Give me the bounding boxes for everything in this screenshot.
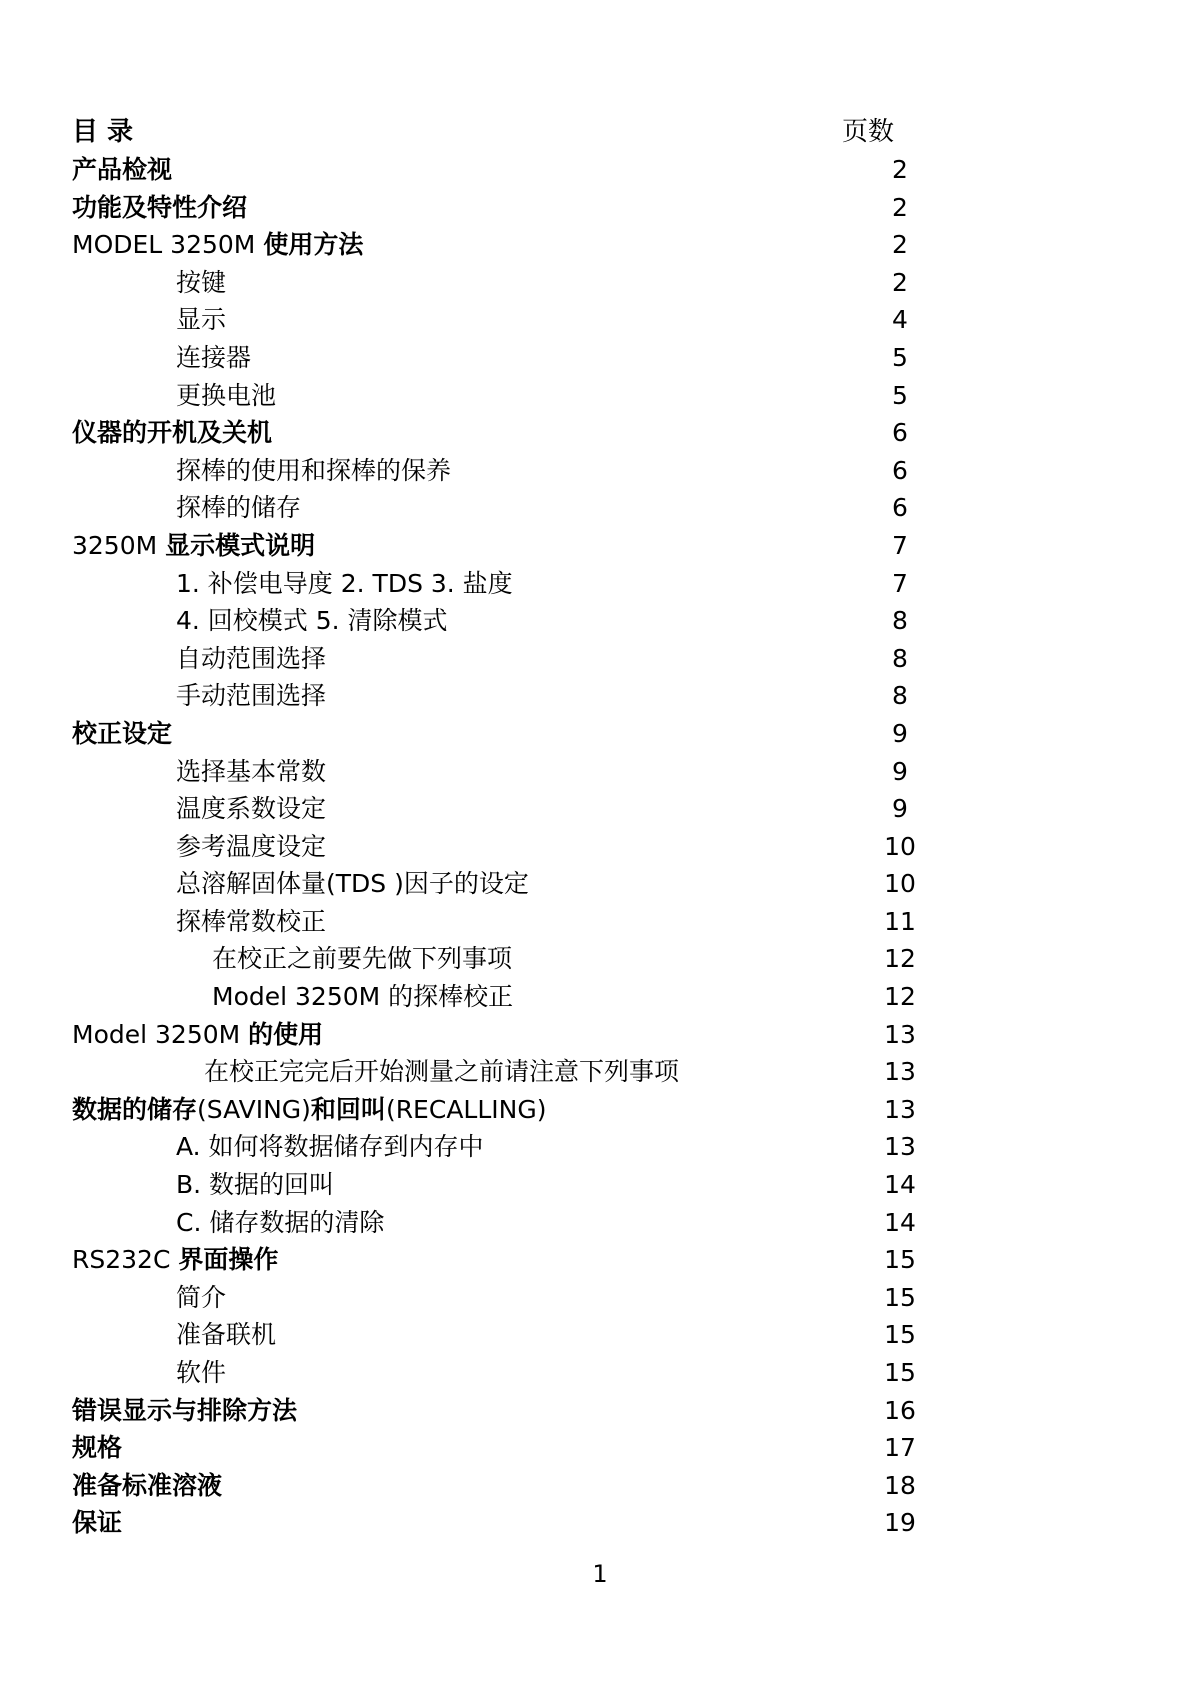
- toc-entry-text: 规格: [72, 1433, 123, 1463]
- toc-entry-text: B. 数据的回叫: [176, 1170, 335, 1200]
- toc-page-number: 15: [884, 1320, 916, 1350]
- toc-entry-usage: [72, 226, 952, 264]
- toc-entry-modes-4-5: [72, 602, 952, 640]
- toc-page-number: 2: [892, 267, 908, 297]
- toc-page-number: 15: [884, 1358, 916, 1387]
- toc-entry-text: 在校正之前要先做下列事项: [212, 944, 513, 974]
- page-number: 1: [592, 1560, 608, 1588]
- toc-entry-text: 简介: [176, 1282, 227, 1312]
- toc-entry-before-calibration: [72, 940, 952, 978]
- toc-entry-data-recall: [72, 1166, 952, 1204]
- toc-page-number: 6: [892, 455, 908, 485]
- toc-entry-text: 手动范围选择: [176, 681, 327, 711]
- toc-header: [72, 113, 932, 151]
- toc-entry-modes-1-3: [72, 565, 952, 603]
- toc-entry-text: 准备联机: [176, 1320, 277, 1350]
- toc-page-number: 15: [884, 1245, 916, 1275]
- toc-entry-text: 总溶解固体量(TDS )因子的设定: [176, 869, 529, 899]
- toc-entry-text: 探棒常数校正: [176, 906, 327, 936]
- toc-page-number: 9: [892, 794, 908, 824]
- toc-entry-text: 自动范围选择: [176, 643, 327, 673]
- toc-entry-auto-range: [72, 640, 952, 678]
- toc-entry-errors: [72, 1392, 952, 1430]
- toc-page-number: 8: [892, 681, 908, 711]
- toc-entry-text-bold: 数据的储存: [72, 1094, 198, 1124]
- toc-entry-text: 准备标准溶液: [72, 1470, 223, 1500]
- toc-entry-text: 温度系数设定: [176, 794, 327, 824]
- table-of-contents: [72, 151, 952, 1542]
- toc-entry-text: A. 如何将数据储存到内存中: [176, 1132, 484, 1162]
- toc-entry-keys: [72, 264, 952, 302]
- toc-page-number: 9: [892, 756, 908, 786]
- toc-entry-text: 连接器: [176, 342, 252, 372]
- toc-entry-text: 保证: [72, 1508, 123, 1538]
- toc-entry-text: 4. 回校模式 5. 清除模式: [176, 606, 448, 636]
- toc-entry-text: [72, 527, 315, 565]
- toc-page-number: 13: [884, 1019, 916, 1049]
- toc-entry-text: 按键: [176, 267, 227, 297]
- toc-page-number: 11: [884, 906, 916, 936]
- toc-page-number: 9: [892, 718, 908, 748]
- toc-entry-introduction: [72, 1279, 952, 1317]
- toc-page-number: 6: [892, 418, 908, 448]
- toc-entry-reference-temp: [72, 828, 952, 866]
- toc-entry-before-measurement: [72, 1053, 952, 1091]
- toc-entry-text: 1. 补偿电导度 2. TDS 3. 盐度: [176, 568, 513, 598]
- toc-title: 目 录: [72, 117, 134, 147]
- toc-entry-save-to-memory: [72, 1128, 952, 1166]
- toc-entry-text: 探棒的储存: [176, 493, 302, 523]
- toc-page-number: 13: [884, 1094, 916, 1124]
- toc-entry-features: [72, 189, 952, 227]
- toc-entry-text: 软件: [176, 1358, 227, 1387]
- toc-entry-text-plain: RS232C: [72, 1245, 179, 1275]
- toc-page-number: 7: [892, 568, 908, 598]
- toc-page-number: 14: [884, 1170, 916, 1200]
- toc-entry-product-inspection: [72, 151, 952, 189]
- toc-entry-probe-constant: [72, 903, 952, 941]
- toc-page-number: 8: [892, 643, 908, 673]
- toc-page-number: 10: [884, 869, 916, 899]
- toc-entry-connectors: [72, 339, 952, 377]
- toc-page-number: 17: [884, 1433, 916, 1463]
- toc-entry-text: [72, 1241, 278, 1279]
- toc-entry-manual-range: [72, 677, 952, 715]
- toc-entry-text: [72, 226, 363, 264]
- toc-page-number: 2: [892, 230, 908, 260]
- toc-entry-battery: [72, 377, 952, 415]
- toc-entry-text-plain: (SAVING): [197, 1094, 311, 1124]
- toc-page-number: 2: [892, 155, 908, 184]
- toc-entry-display-modes: [72, 527, 952, 565]
- toc-page-number: 15: [884, 1282, 916, 1312]
- toc-entry-prepare-connection: [72, 1316, 952, 1354]
- toc-entry-warranty: [72, 1504, 952, 1542]
- toc-entry-text: C. 储存数据的清除: [176, 1207, 385, 1237]
- toc-page-number: 12: [884, 982, 916, 1012]
- toc-page-number: 13: [884, 1057, 916, 1087]
- toc-entry-text-bold-2: 和回叫: [310, 1094, 386, 1124]
- toc-entry-text: 产品检视: [72, 155, 173, 184]
- toc-entry-text-bold: 的使用: [248, 1019, 324, 1049]
- toc-entry-probe-care: [72, 452, 952, 490]
- toc-page-number: 10: [884, 831, 916, 861]
- toc-page-number: 7: [892, 530, 908, 560]
- toc-entry-text: 在校正完完后开始测量之前请注意下列事项: [204, 1057, 680, 1087]
- toc-entry-text-plain: Model 3250M: [72, 1019, 249, 1049]
- toc-entry-text: 参考温度设定: [176, 831, 327, 861]
- toc-entry-text: 显示: [176, 305, 227, 335]
- toc-entry-text: [72, 1091, 546, 1129]
- toc-entry-calibration-setup: [72, 715, 952, 753]
- toc-entry-model-usage: [72, 1016, 952, 1054]
- toc-page-number: 14: [884, 1207, 916, 1237]
- toc-entry-text: 错误显示与排除方法: [72, 1395, 298, 1425]
- toc-entry-temp-coefficient: [72, 790, 952, 828]
- toc-entry-text: 功能及特性介绍: [72, 192, 248, 222]
- toc-entry-text-bold: 界面操作: [178, 1245, 279, 1275]
- toc-page-number: 16: [884, 1395, 916, 1425]
- toc-entry-text: 校正设定: [72, 718, 173, 748]
- toc-entry-text-bold: 显示模式说明: [165, 530, 316, 560]
- toc-page-number: 8: [892, 606, 908, 636]
- toc-entry-text-bold: 使用方法: [263, 230, 364, 260]
- toc-entry-specifications: [72, 1429, 952, 1467]
- toc-page-number: 12: [884, 944, 916, 974]
- toc-entry-probe-calibration: [72, 978, 952, 1016]
- toc-entry-text-plain: MODEL 3250M: [72, 230, 264, 260]
- toc-entry-text-plain: 3250M: [72, 530, 166, 560]
- toc-entry-data-clear: [72, 1204, 952, 1242]
- toc-page-number: 2: [892, 192, 908, 222]
- toc-page-number: 19: [884, 1508, 916, 1538]
- toc-entry-text-plain-2: (RECALLING): [385, 1094, 547, 1124]
- toc-entry-text: 探棒的使用和探棒的保养: [176, 455, 452, 485]
- toc-entry-probe-storage: [72, 489, 952, 527]
- toc-entry-text: [72, 1016, 323, 1054]
- toc-page-number: 5: [892, 342, 908, 372]
- toc-entry-data-saving: [72, 1091, 952, 1129]
- toc-page-number: 5: [892, 380, 908, 410]
- toc-page-number: 13: [884, 1132, 916, 1162]
- toc-entry-power: [72, 414, 952, 452]
- toc-page-number: 6: [892, 493, 908, 523]
- pages-column-label: 页数: [842, 117, 895, 147]
- toc-entry-text: Model 3250M 的探棒校正: [212, 982, 514, 1012]
- toc-entry-text: 选择基本常数: [176, 756, 327, 786]
- toc-entry-software: [72, 1354, 952, 1392]
- toc-entry-display: [72, 301, 952, 339]
- toc-entry-text: 更换电池: [176, 380, 277, 410]
- toc-entry-base-constant: [72, 753, 952, 791]
- toc-entry-text: 仪器的开机及关机: [72, 418, 273, 448]
- toc-entry-standard-solution: [72, 1467, 952, 1505]
- toc-page-number: 4: [892, 305, 908, 335]
- toc-page-number: 18: [884, 1470, 916, 1500]
- toc-entry-tds-factor: [72, 865, 952, 903]
- toc-entry-rs232c: [72, 1241, 952, 1279]
